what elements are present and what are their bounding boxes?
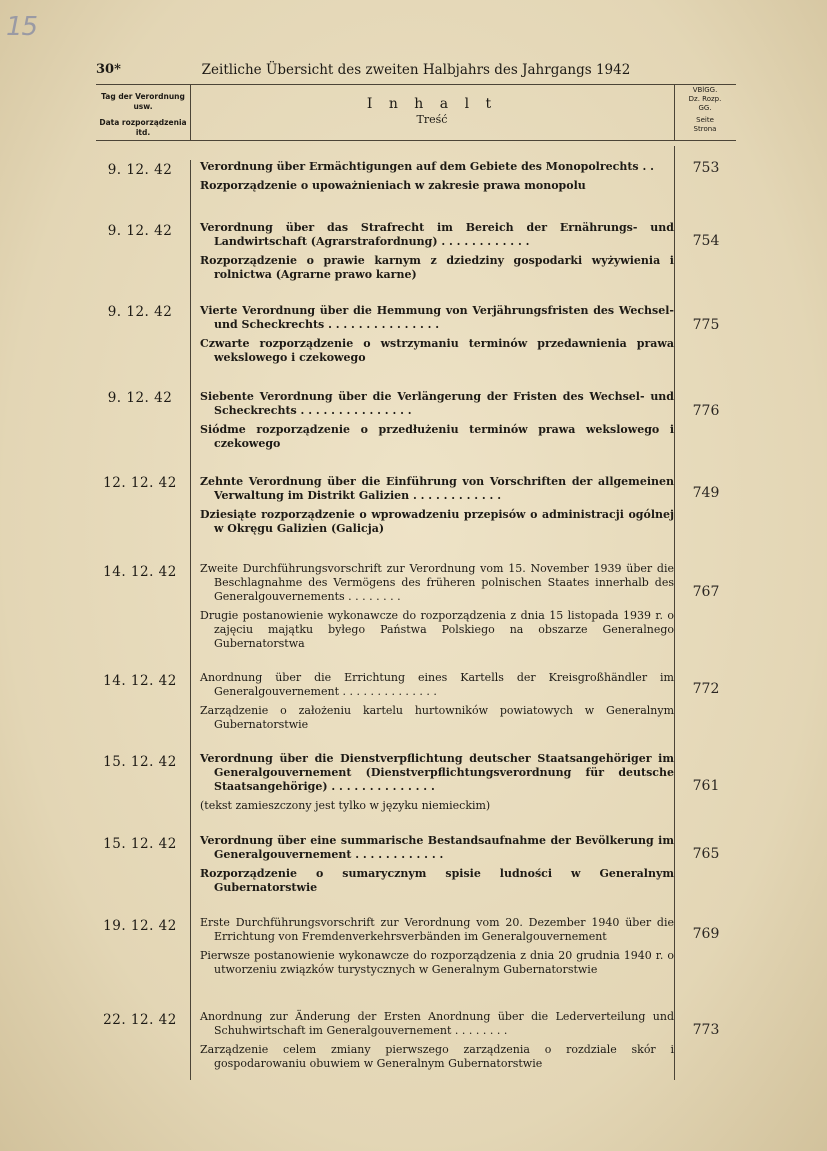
entry-page: 773 — [692, 1022, 720, 1038]
entry-date: 12. 12. 42 — [103, 475, 177, 491]
page-column-header — [674, 86, 736, 134]
page-number: 30* — [96, 62, 121, 77]
entry-text-de: Anordnung über die Errichtung eines Kartells der Kreisgroßhändler im Generalgouvernement . . . . . . . . . . . . . . — [200, 671, 674, 698]
entry-text-pl: Rozporządzenie o sumarycznym spisie ludności w Generalnym Gubernatorstwie — [200, 867, 674, 894]
entry-text-pl: Siódme rozporządzenie o przedłużeniu terminów prawa wekslowego i czekowego — [200, 423, 674, 450]
content-column-header — [192, 96, 672, 127]
page-header-line: Dz. Rozp. — [688, 95, 722, 103]
entry-text-pl: Zarządzenie o założeniu kartelu hurtowników powiatowych w Generalnym Gubernatorstwie — [200, 704, 674, 731]
entry-page: 753 — [692, 160, 720, 176]
entry-content — [200, 160, 674, 198]
entry-content — [200, 390, 674, 456]
entry-page: 761 — [692, 778, 720, 794]
entry-text-pl: (tekst zamieszczony jest tylko w języku niemieckim) — [200, 799, 491, 812]
entry-date: 9. 12. 42 — [107, 304, 173, 320]
entry-text-de: Verordnung über die Dienstverpflichtung deutscher Staatsangehöriger im Generalgouvernement (Dienstverpflichtungsverordnung für deutsche Staatsangehörige) . . . . . . . . . . . . . . — [200, 752, 674, 793]
entry-date: 19. 12. 42 — [103, 918, 177, 934]
entry-date: 15. 12. 42 — [103, 754, 177, 770]
entry-content — [200, 221, 674, 287]
entry-date: 22. 12. 42 — [103, 1012, 177, 1028]
entry-text-de: Verordnung über eine summarische Bestandsaufnahme der Bevölkerung im Generalgouvernement . . . . . . . . . . . . — [200, 834, 674, 861]
entry-page: 749 — [692, 485, 720, 501]
entry-content — [200, 752, 674, 818]
entry-content — [200, 562, 674, 656]
page-title: Zeitliche Übersicht des zweiten Halbjahrs des Jahrgangs 1942 — [201, 62, 631, 78]
entry-text-de: Verordnung über das Strafrecht im Bereich der Ernährungs- und Landwirtschaft (Agrarstrafordnung) . . . . . . . . . . . . — [200, 221, 674, 248]
entry-page: 767 — [692, 584, 720, 600]
entry-page: 775 — [692, 317, 720, 333]
entry-page: 754 — [692, 233, 720, 249]
entry-date: 9. 12. 42 — [107, 223, 173, 239]
entry-text-pl: Dziesiąte rozporządzenie o wprowadzeniu przepisów o administracji ogólnej w Okręgu Galizien (Galicja) — [200, 508, 674, 535]
date-header-pl: Data rozporządzenia itd. — [99, 118, 187, 137]
page-header-line: Seite — [696, 116, 714, 124]
pencil-annotation: 15 — [6, 12, 38, 42]
entry-page: 769 — [692, 926, 720, 942]
content-header-pl: Treść — [416, 113, 448, 126]
running-header — [96, 62, 736, 80]
entry-date: 9. 12. 42 — [107, 390, 173, 406]
entry-text-de: Vierte Verordnung über die Hemmung von Verjährungsfristen des Wechsel- und Scheckrechts . . . . . . . . . . . . . . . — [200, 304, 674, 331]
entry-content — [200, 1010, 674, 1076]
entry-page: 776 — [692, 403, 720, 419]
entry-date: 9. 12. 42 — [107, 162, 173, 178]
entry-text-de: Siebente Verordnung über die Verlängerung der Fristen des Wechsel- und Scheckrechts . . . . . . . . . . . . . . . — [200, 390, 674, 417]
page-header-line: Strona — [693, 125, 717, 133]
entry-content — [200, 671, 674, 737]
entry-text-pl: Czwarte rozporządzenie o wstrzymaniu terminów przedawnienia prawa wekslowego i czekowego — [200, 337, 674, 364]
page-header-line: GG. — [698, 104, 712, 112]
entry-page: 772 — [692, 681, 720, 697]
entry-text-de: Erste Durchführungsvorschrift zur Verordnung vom 20. Dezember 1940 über die Errichtung von Fremdenverkehrsverbänden im Generalgouvernement — [200, 916, 674, 943]
page-header-line: VBlGG. — [692, 86, 718, 94]
entry-content — [200, 304, 674, 370]
content-header-de: I n h a l t — [366, 96, 498, 112]
date-header-de: Tag der Verordnung usw. — [101, 92, 185, 111]
contents-table — [96, 84, 736, 1084]
entry-date: 14. 12. 42 — [103, 673, 177, 689]
entry-date: 15. 12. 42 — [103, 836, 177, 852]
date-column-header — [96, 92, 190, 138]
entry-text-de: Zweite Durchführungsvorschrift zur Verordnung vom 15. November 1939 über die Beschlagnahme des Vermögens des früheren polnischen Staates innerhalb des Generalgouvernements . . . . . . . . — [200, 562, 674, 603]
entry-date: 14. 12. 42 — [103, 564, 177, 580]
entry-content — [200, 916, 674, 982]
entry-content — [200, 834, 674, 900]
entry-text-de: Verordnung über Ermächtigungen auf dem Gebiete des Monopolrechts . . — [200, 160, 654, 173]
entry-content — [200, 475, 674, 541]
entry-page: 765 — [692, 846, 720, 862]
entry-text-pl: Drugie postanowienie wykonawcze do rozporządzenia z dnia 15 listopada 1939 r. o zajęciu majątku byłego Państwa Polskiego na obszarze Generalnego Gubernatorstwa — [200, 609, 674, 650]
entry-text-pl: Rozporządzenie o prawie karnym z dziedziny gospodarki wyżywienia i rolnictwa (Agrarne prawo karne) — [200, 254, 674, 281]
entry-text-pl: Zarządzenie celem zmiany pierwszego zarządzenia o rozdziale skór i gospodarowaniu obuwiem w Generalnym Gubernatorstwie — [200, 1043, 674, 1070]
entry-text-de: Anordnung zur Änderung der Ersten Anordnung über die Lederverteilung und Schuhwirtschaft im Generalgouvernement . . . . . . . . — [200, 1010, 674, 1037]
entry-text-pl: Rozporządzenie o upoważnieniach w zakresie prawa monopolu — [200, 179, 586, 192]
entry-text-pl: Pierwsze postanowienie wykonawcze do rozporządzenia z dnia 20 grudnia 1940 r. o utworzeniu związków turystycznych w Generalnym Gubernatorstwie — [200, 949, 674, 976]
entry-text-de: Zehnte Verordnung über die Einführung von Vorschriften der allgemeinen Verwaltung im Distrikt Galizien . . . . . . . . . . . . — [200, 475, 674, 502]
